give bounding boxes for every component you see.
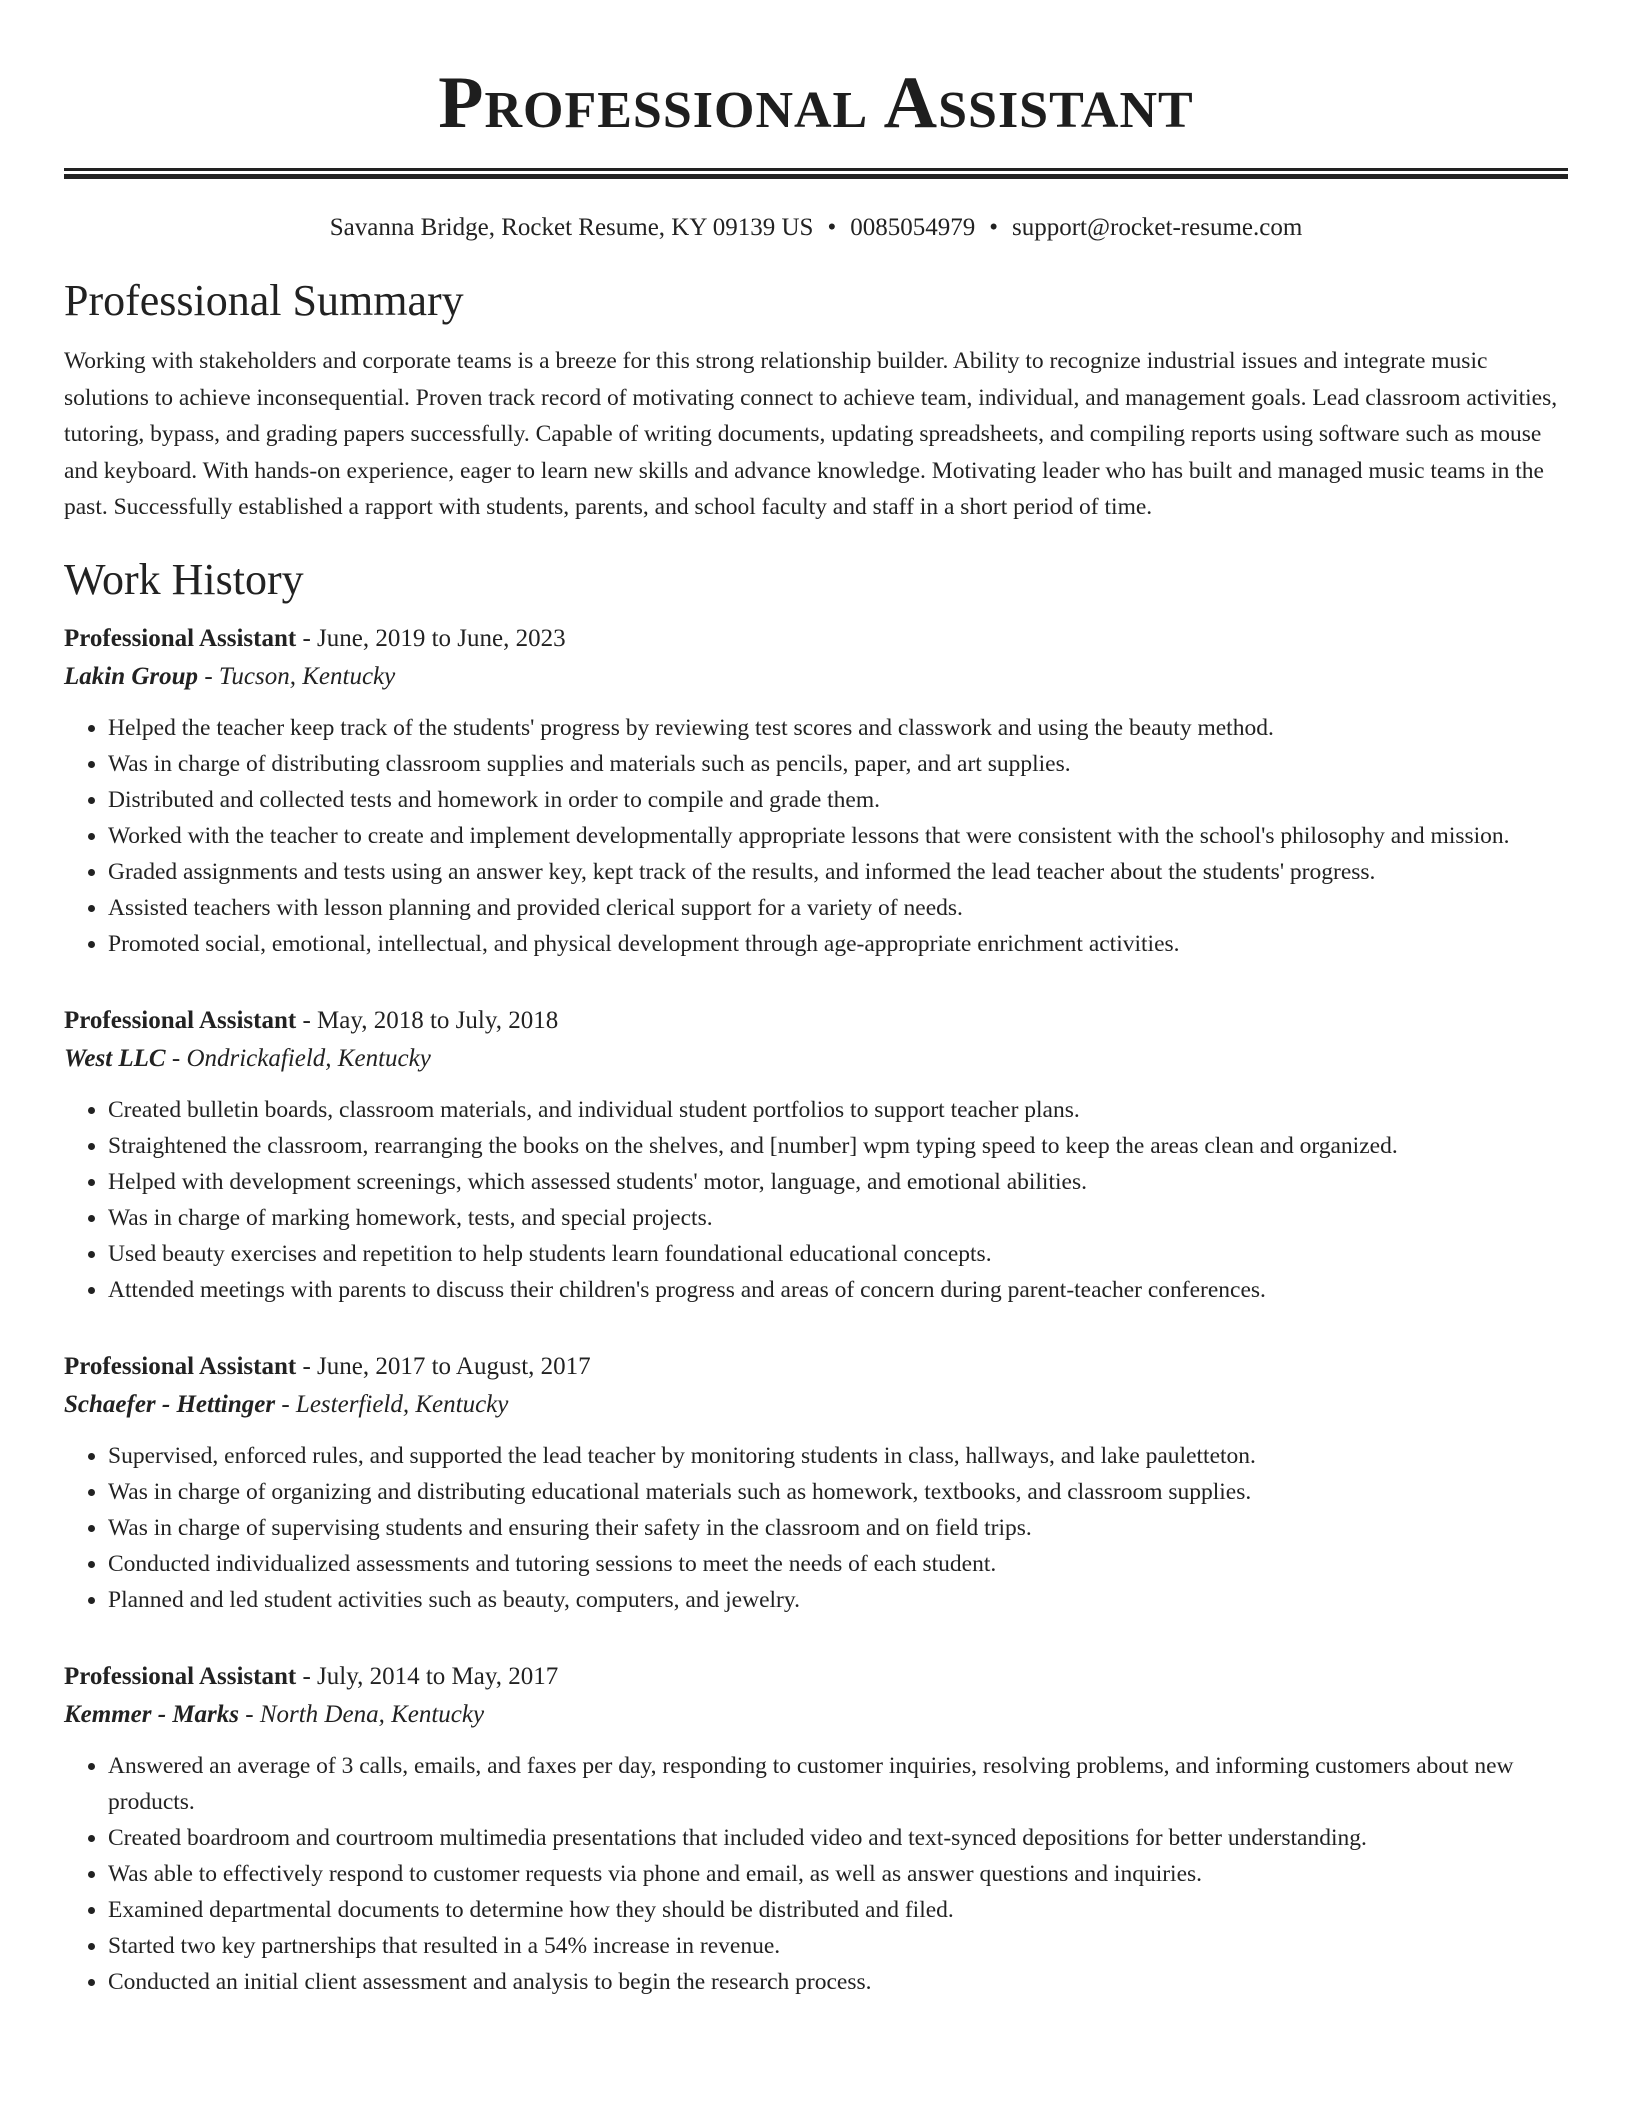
contact-phone: 0085054979 [850, 214, 976, 241]
job-bullet: • Was in charge of supervising students and ensuring their safety in the classroom and on field trips. [108, 1510, 1568, 1546]
job-bullet: • Conducted an initial client assessment and analysis to begin the research process. [108, 1964, 1568, 2000]
job-company-line [64, 1386, 1568, 1424]
job-dates: June, 2017 to August, 2017 [317, 1352, 591, 1380]
job-bullet: • Conducted individualized assessments and tutoring sessions to meet the needs of each student. [108, 1546, 1568, 1582]
job-bullet: • Was in charge of marking homework, tests, and special projects. [108, 1200, 1568, 1236]
job-company: Kemmer - Marks [64, 1700, 239, 1728]
job-bullet: • Worked with the teacher to create and implement developmentally appropriate lessons that were consistent with the school's philosophy and mission. [108, 818, 1568, 854]
resume-name: Professional Assistant [438, 62, 1194, 144]
job-dash: - [296, 1352, 318, 1380]
job-company-line [64, 1696, 1568, 1734]
job-bullet: • Was able to effectively respond to customer requests via phone and email, as well as answer questions and inquiries. [108, 1856, 1568, 1892]
header-divider [64, 168, 1568, 179]
job-bullet: • Examined departmental documents to determine how they should be distributed and filed. [108, 1892, 1568, 1928]
job-bullet: • Straightened the classroom, rearranging the books on the shelves, and [number] wpm typing speed to keep the areas clean and organized. [108, 1128, 1568, 1164]
job-bullet: • Promoted social, emotional, intellectual, and physical development through age-appropriate enrichment activities. [108, 926, 1568, 962]
job-dash: - [275, 1390, 296, 1418]
job-bullet: • Was in charge of organizing and distributing educational materials such as homework, textbooks, and classroom supplies. [108, 1474, 1568, 1510]
job-bullet: • Started two key partnerships that resulted in a 54% increase in revenue. [108, 1928, 1568, 1964]
job-bullets [64, 710, 1568, 962]
job-bullet: • Helped with development screenings, which assessed students' motor, language, and emotional abilities. [108, 1164, 1568, 1200]
job-bullet: • Supervised, enforced rules, and supported the lead teacher by monitoring students in class, hallways, and lake pauletteton. [108, 1438, 1568, 1474]
job-location: Ondrickafield, Kentucky [186, 1044, 431, 1072]
contact-line [64, 211, 1568, 245]
job-company: West LLC [64, 1044, 166, 1072]
job-company: Schaefer - Hettinger [64, 1390, 276, 1418]
contact-email: support@rocket-resume.com [1011, 214, 1303, 241]
job-company-line [64, 1040, 1568, 1078]
job-dash: - [239, 1700, 260, 1728]
job-location: North Dena, Kentucky [259, 1700, 485, 1728]
job-bullet: • Created bulletin boards, classroom materials, and individual student portfolios to support teacher plans. [108, 1092, 1568, 1128]
job-role: Professional Assistant [64, 1662, 297, 1690]
job-title-line [64, 1002, 1568, 1040]
job-bullets [64, 1438, 1568, 1618]
job-bullet: • Distributed and collected tests and homework in order to compile and grade them. [108, 782, 1568, 818]
job-entry [64, 1348, 1568, 1618]
summary-heading: Professional Summary [64, 276, 464, 325]
contact-address: Savanna Bridge, Rocket Resume, KY 09139 US [329, 214, 814, 241]
job-bullets [64, 1092, 1568, 1308]
contact-separator: • [827, 214, 837, 241]
job-location: Lesterfield, Kentucky [295, 1390, 509, 1418]
job-location: Tucson, Kentucky [218, 662, 396, 690]
job-dates: June, 2019 to June, 2023 [317, 624, 566, 652]
job-bullet: • Helped the teacher keep track of the students' progress by reviewing test scores and classwork and using the beauty method. [108, 710, 1568, 746]
job-role: Professional Assistant [64, 1006, 297, 1034]
job-title-line [64, 620, 1568, 658]
job-bullet: • Planned and led student activities such as beauty, computers, and jewelry. [108, 1582, 1568, 1618]
job-dates: May, 2018 to July, 2018 [317, 1006, 559, 1034]
job-bullet: • Graded assignments and tests using an answer key, kept track of the results, and informed the lead teacher about the students' progress. [108, 854, 1568, 890]
job-title-line [64, 1348, 1568, 1386]
job-dash: - [296, 624, 318, 652]
summary-text: Working with stakeholders and corporate teams is a breeze for this strong relationship builder. Ability to recognize industrial issues and integrate music solutions to achieve inconsequential. Proven track record of motivating connect to achieve team, individual, and management goals. Lead classroom activities, tutoring, bypass, and grading papers successfully. Capable of writing documents, updating spreadsheets, and compiling reports using software such as mouse and keyboard. With hands-on experience, eager to learn new skills and advance knowledge. Motivating leader who has built and managed music teams in the past. Successfully established a rapport with students, parents, and school faculty and staff in a short period of time. [64, 348, 1558, 520]
job-title-line [64, 1658, 1568, 1696]
job-company-line [64, 658, 1568, 696]
job-bullet: • Created boardroom and courtroom multimedia presentations that included video and text-synced depositions for better understanding. [108, 1820, 1568, 1856]
job-bullet: • Answered an average of 3 calls, emails, and faxes per day, responding to customer inquiries, resolving problems, and informing customers about new products. [108, 1748, 1568, 1820]
job-dash: - [198, 662, 219, 690]
job-bullet: • Assisted teachers with lesson planning and provided clerical support for a variety of needs. [108, 890, 1568, 926]
job-dash: - [296, 1006, 318, 1034]
job-dash: - [165, 1044, 187, 1072]
job-dates: July, 2014 to May, 2017 [317, 1662, 559, 1690]
job-entry [64, 1658, 1568, 2000]
job-bullet: • Attended meetings with parents to discuss their children's progress and areas of concern during parent-teacher conferences. [108, 1272, 1568, 1308]
contact-separator: • [989, 214, 998, 241]
job-bullet: • Used beauty exercises and repetition to help students learn foundational educational concepts. [108, 1236, 1568, 1272]
job-bullets [64, 1748, 1568, 2000]
job-company: Lakin Group [64, 662, 199, 690]
job-entry [64, 1002, 1568, 1308]
job-entry [64, 620, 1568, 962]
work-history-heading: Work History [64, 554, 304, 604]
job-dash: - [296, 1662, 318, 1690]
job-bullet: • Was in charge of distributing classroom supplies and materials such as pencils, paper, and art supplies. [108, 746, 1568, 782]
job-role: Professional Assistant [64, 624, 297, 652]
job-role: Professional Assistant [64, 1352, 297, 1380]
